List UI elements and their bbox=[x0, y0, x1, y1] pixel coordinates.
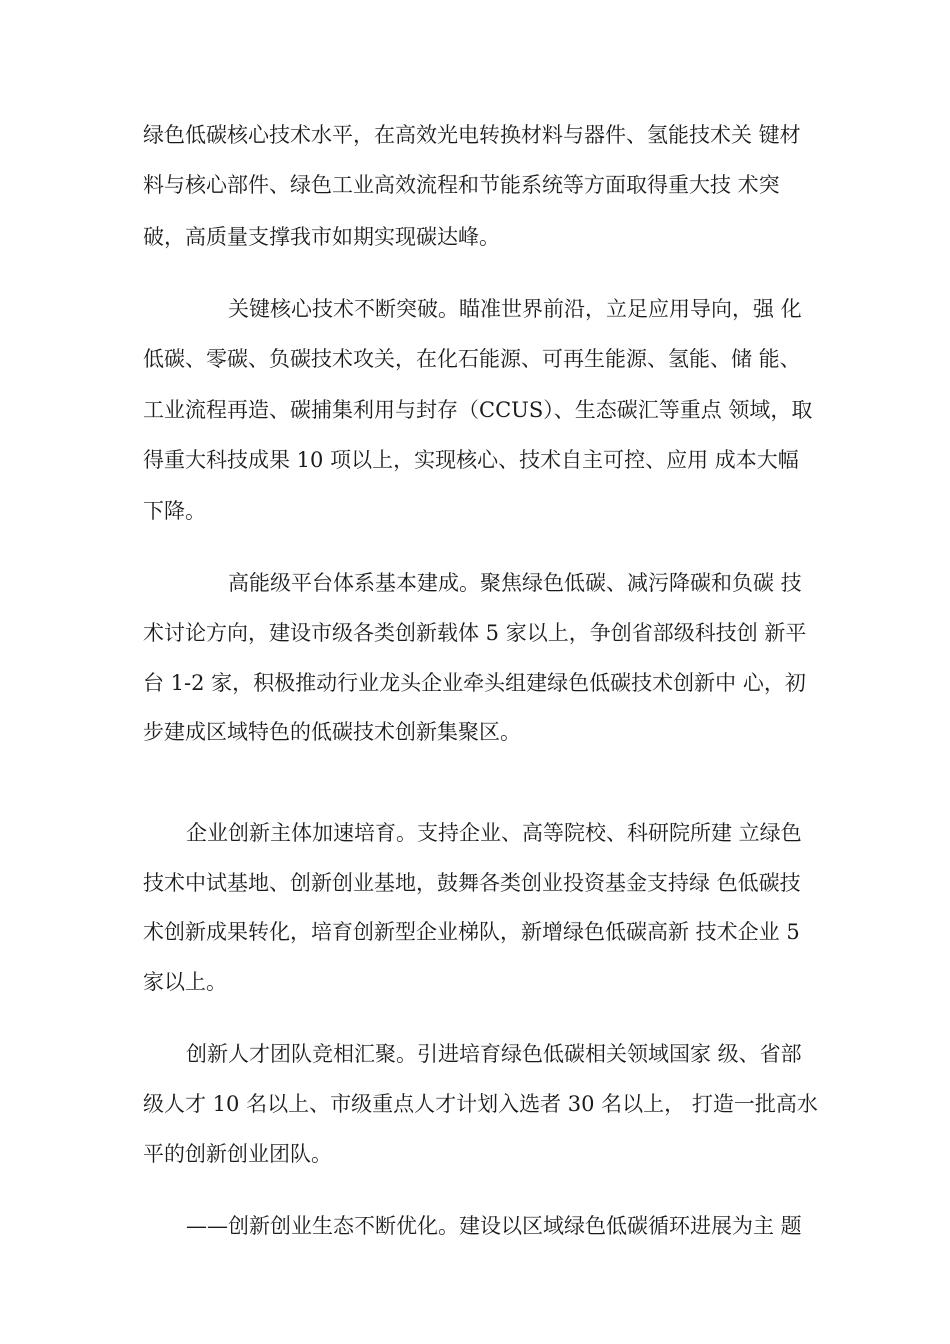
text-line: 关键核心技术不断突破。瞄准世界前沿，立足应用导向，强 化 bbox=[228, 297, 802, 321]
text-line: 台 1-2 家，积极推动行业龙头企业牵头组建绿色低碳技术创新中 心，初 bbox=[143, 671, 806, 695]
text-line: 得重大科技成果 10 项以上，实现核心、技术自主可控、应用 成本大幅 bbox=[143, 448, 799, 472]
text-line: 平的创新创业团队。 bbox=[143, 1142, 332, 1166]
text-line: 绿色低碳核心技术水平，在高效光电转换材料与器件、氢能技术关 键材 bbox=[143, 123, 801, 147]
text-line: 步建成区域特色的低碳技术创新集聚区。 bbox=[143, 720, 521, 744]
text-line: 创新人才团队竞相汇聚。引进培育绿色低碳相关领域国家 级、省部 bbox=[186, 1042, 802, 1066]
text-line: ——创新创业生态不断优化。建设以区域绿色低碳循环进展为主 题 bbox=[186, 1214, 802, 1238]
text-line: 破，高质量支撑我市如期实现碳达峰。 bbox=[143, 225, 500, 249]
text-line: 级人才 10 名以上、市级重点人才计划入选者 30 名以上， 打造一批高水 bbox=[143, 1092, 818, 1116]
text-line: 术创新成果转化，培育创新型企业梯队，新增绿色低碳高新 技术企业 5 bbox=[143, 920, 800, 944]
text-line: 工业流程再造、碳捕集利用与封存（CCUS）、生态碳汇等重点 领域，取 bbox=[143, 398, 813, 422]
text-line: 企业创新主体加速培育。支持企业、高等院校、科研院所建 立绿色 bbox=[186, 821, 802, 845]
text-line: 高能级平台体系基本建成。聚焦绿色低碳、减污降碳和负碳 技 bbox=[228, 571, 802, 595]
text-line: 家以上。 bbox=[143, 970, 227, 994]
text-line: 下降。 bbox=[143, 499, 206, 523]
text-line: 技术中试基地、创新创业基地，鼓舞各类创业投资基金支持绿 色低碳技 bbox=[143, 871, 801, 895]
text-line: 低碳、零碳、负碳技术攻关，在化石能源、可再生能源、氢能、储 能、 bbox=[143, 347, 801, 371]
text-line: 料与核心部件、绿色工业高效流程和节能系统等方面取得重大技 术突 bbox=[143, 173, 780, 197]
text-line: 术讨论方向，建设市级各类创新载体 5 家以上，争创省部级科技创 新平 bbox=[143, 621, 807, 645]
